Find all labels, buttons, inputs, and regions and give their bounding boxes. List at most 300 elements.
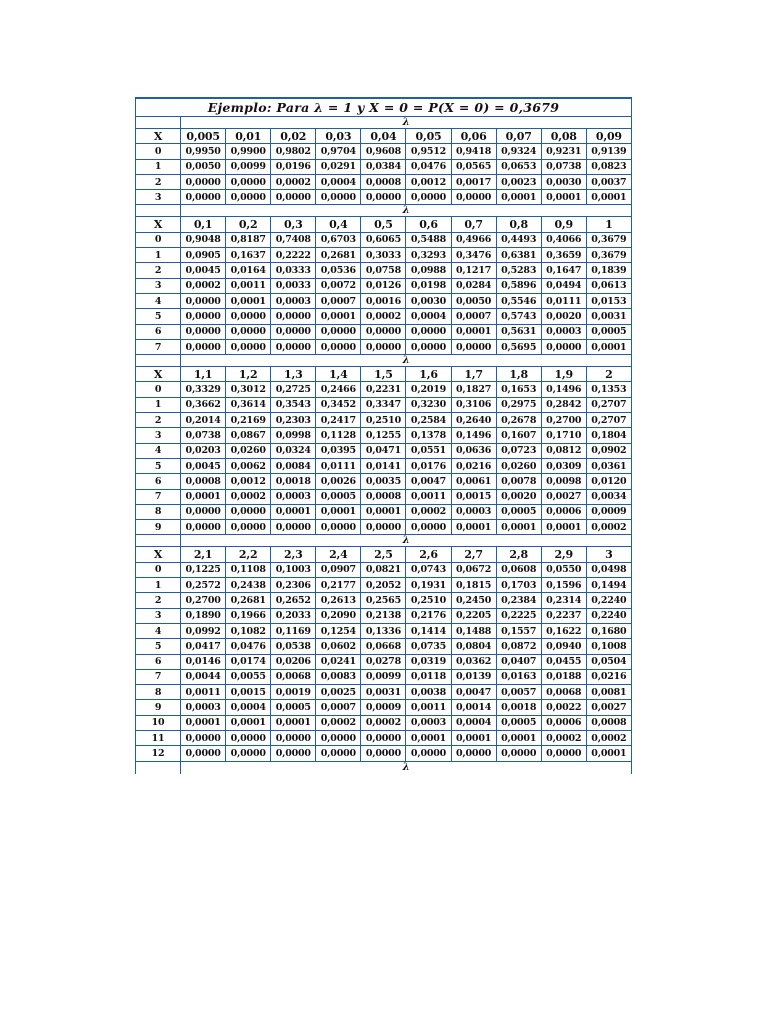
probability-cell: 0,0000	[361, 730, 406, 745]
table-row	[136, 578, 632, 593]
lambda-label-row	[136, 761, 632, 774]
lambda-value-header: 0,5	[361, 217, 406, 232]
probability-cell: 0,0000	[406, 324, 451, 339]
x-value: 5	[136, 639, 181, 654]
x-value: 6	[136, 654, 181, 669]
probability-cell: 0,0044	[181, 669, 226, 684]
table-row	[136, 458, 632, 473]
probability-cell: 0,0672	[451, 562, 496, 577]
probability-cell: 0,1703	[496, 578, 541, 593]
lambda-value-header: 0,3	[271, 217, 316, 232]
probability-cell: 0,0007	[316, 293, 361, 308]
lambda-value-header: 0,04	[361, 129, 406, 144]
probability-cell: 0,0260	[496, 458, 541, 473]
probability-cell: 0,0099	[361, 669, 406, 684]
probability-cell: 0,0001	[586, 190, 631, 205]
table-row	[136, 293, 632, 308]
table-row	[136, 700, 632, 715]
probability-cell: 0,0536	[316, 263, 361, 278]
probability-cell: 0,0006	[541, 504, 586, 519]
probability-cell: 0,0078	[496, 474, 541, 489]
probability-cell: 0,2138	[361, 608, 406, 623]
probability-cell: 0,0000	[226, 324, 271, 339]
probability-cell: 0,0278	[361, 654, 406, 669]
x-value: 5	[136, 458, 181, 473]
table-row	[136, 382, 632, 397]
probability-cell: 0,0009	[586, 504, 631, 519]
probability-cell: 0,1931	[406, 578, 451, 593]
x-value: 2	[136, 174, 181, 189]
probability-cell: 0,1488	[451, 623, 496, 638]
probability-cell: 0,0550	[541, 562, 586, 577]
probability-cell: 0,0176	[406, 458, 451, 473]
table-row	[136, 562, 632, 577]
probability-cell: 0,2090	[316, 608, 361, 623]
probability-cell: 0,0007	[316, 700, 361, 715]
probability-cell: 0,0020	[541, 309, 586, 324]
probability-cell: 0,1804	[586, 428, 631, 443]
poisson-table	[135, 97, 632, 774]
probability-cell: 0,0098	[541, 474, 586, 489]
probability-cell: 0,1353	[586, 382, 631, 397]
lambda-value-header: 2,8	[496, 547, 541, 562]
poisson-table-sheet	[135, 97, 632, 774]
lambda-value-header: 0,1	[181, 217, 226, 232]
probability-cell: 0,0319	[406, 654, 451, 669]
x-value: 7	[136, 339, 181, 354]
x-value: 6	[136, 324, 181, 339]
probability-cell: 0,0030	[406, 293, 451, 308]
probability-cell: 0,0037	[586, 174, 631, 189]
probability-cell: 0,0111	[541, 293, 586, 308]
probability-cell: 0,0004	[226, 700, 271, 715]
probability-cell: 0,0668	[361, 639, 406, 654]
probability-cell: 0,1254	[316, 623, 361, 638]
x-value: 11	[136, 730, 181, 745]
probability-cell: 0,0003	[271, 489, 316, 504]
probability-cell: 0,0001	[496, 190, 541, 205]
probability-cell: 0,9048	[181, 232, 226, 247]
probability-cell: 0,2725	[271, 382, 316, 397]
probability-cell: 0,0872	[496, 639, 541, 654]
x-value: 12	[136, 746, 181, 761]
probability-cell: 0,0072	[316, 278, 361, 293]
probability-cell: 0,1494	[586, 578, 631, 593]
probability-cell: 0,3679	[586, 248, 631, 263]
x-value: 4	[136, 443, 181, 458]
probability-cell: 0,0001	[451, 520, 496, 535]
probability-cell: 0,0504	[586, 654, 631, 669]
lambda-value-header: 0,4	[316, 217, 361, 232]
probability-cell: 0,0126	[361, 278, 406, 293]
probability-cell: 0,2052	[361, 578, 406, 593]
probability-cell: 0,0001	[271, 504, 316, 519]
probability-cell: 0,0198	[406, 278, 451, 293]
probability-cell: 0,0004	[406, 309, 451, 324]
probability-cell: 0,6703	[316, 232, 361, 247]
lambda-value-header: 2,4	[316, 547, 361, 562]
probability-cell: 0,3659	[541, 248, 586, 263]
x-value: 1	[136, 578, 181, 593]
probability-cell: 0,0188	[541, 669, 586, 684]
probability-cell: 0,0011	[406, 489, 451, 504]
probability-cell: 0,0002	[271, 174, 316, 189]
probability-cell: 0,0309	[541, 458, 586, 473]
probability-cell: 0,0000	[541, 746, 586, 761]
lambda-value-header: 0,07	[496, 129, 541, 144]
lambda-value-header: 2,1	[181, 547, 226, 562]
probability-cell: 0,0758	[361, 263, 406, 278]
probability-cell: 0,0025	[316, 685, 361, 700]
probability-cell: 0,2222	[271, 248, 316, 263]
probability-cell: 0,0000	[226, 730, 271, 745]
probability-cell: 0,0940	[541, 639, 586, 654]
probability-cell: 0,0196	[271, 159, 316, 174]
probability-cell: 0,0333	[271, 263, 316, 278]
probability-cell: 0,0007	[451, 309, 496, 324]
probability-cell: 0,1966	[226, 608, 271, 623]
probability-cell: 0,0902	[586, 443, 631, 458]
probability-cell: 0,1647	[541, 263, 586, 278]
probability-cell: 0,5743	[496, 309, 541, 324]
probability-cell: 0,0139	[451, 669, 496, 684]
probability-cell: 0,0006	[541, 715, 586, 730]
probability-cell: 0,0000	[181, 730, 226, 745]
probability-cell: 0,0001	[361, 504, 406, 519]
probability-cell: 0,9704	[316, 144, 361, 159]
probability-cell: 0,2584	[406, 413, 451, 428]
probability-cell: 0,0565	[451, 159, 496, 174]
probability-cell: 0,0738	[541, 159, 586, 174]
probability-cell: 0,0003	[271, 293, 316, 308]
table-row	[136, 715, 632, 730]
table-row	[136, 474, 632, 489]
probability-cell: 0,0000	[226, 309, 271, 324]
lambda-symbol: λ	[181, 535, 632, 547]
table-row	[136, 339, 632, 354]
x-value: 3	[136, 278, 181, 293]
probability-cell: 0,1128	[316, 428, 361, 443]
x-header: X	[136, 547, 181, 562]
probability-cell: 0,0001	[181, 489, 226, 504]
probability-cell: 0,2205	[451, 608, 496, 623]
probability-cell: 0,0030	[541, 174, 586, 189]
probability-cell: 0,0608	[496, 562, 541, 577]
probability-cell: 0,1557	[496, 623, 541, 638]
lambda-header-row	[136, 367, 632, 382]
probability-cell: 0,0988	[406, 263, 451, 278]
x-value: 1	[136, 159, 181, 174]
table-row	[136, 397, 632, 412]
probability-cell: 0,0031	[361, 685, 406, 700]
table-row	[136, 443, 632, 458]
lambda-header-row	[136, 129, 632, 144]
probability-cell: 0,0001	[496, 730, 541, 745]
probability-cell: 0,0005	[496, 504, 541, 519]
probability-cell: 0,0455	[541, 654, 586, 669]
probability-cell: 0,0001	[451, 324, 496, 339]
probability-cell: 0,3452	[316, 397, 361, 412]
probability-cell: 0,1008	[586, 639, 631, 654]
probability-cell: 0,3476	[451, 248, 496, 263]
x-value: 3	[136, 428, 181, 443]
probability-cell: 0,2678	[496, 413, 541, 428]
table-row	[136, 248, 632, 263]
probability-cell: 0,0538	[271, 639, 316, 654]
probability-cell: 0,0003	[451, 504, 496, 519]
table-row	[136, 413, 632, 428]
probability-cell: 0,1637	[226, 248, 271, 263]
probability-cell: 0,7408	[271, 232, 316, 247]
table-row	[136, 746, 632, 761]
probability-cell: 0,0000	[271, 309, 316, 324]
lambda-value-header: 2,9	[541, 547, 586, 562]
lambda-label-row	[136, 117, 632, 129]
probability-cell: 0,0324	[271, 443, 316, 458]
probability-cell: 0,0045	[181, 458, 226, 473]
lambda-value-header: 0,2	[226, 217, 271, 232]
lambda-value-header: 2,7	[451, 547, 496, 562]
probability-cell: 0,0000	[226, 174, 271, 189]
x-value: 0	[136, 144, 181, 159]
probability-cell: 0,2438	[226, 578, 271, 593]
probability-cell: 0,0000	[451, 746, 496, 761]
probability-cell: 0,0050	[451, 293, 496, 308]
x-value: 10	[136, 715, 181, 730]
probability-cell: 0,0738	[181, 428, 226, 443]
probability-cell: 0,0812	[541, 443, 586, 458]
probability-cell: 0,0033	[271, 278, 316, 293]
probability-cell: 0,0000	[361, 746, 406, 761]
probability-cell: 0,2572	[181, 578, 226, 593]
probability-cell: 0,9608	[361, 144, 406, 159]
probability-cell: 0,2681	[316, 248, 361, 263]
lambda-symbol: λ	[181, 761, 632, 774]
probability-cell: 0,1378	[406, 428, 451, 443]
x-value: 2	[136, 413, 181, 428]
probability-cell: 0,4966	[451, 232, 496, 247]
probability-cell: 0,3106	[451, 397, 496, 412]
x-value: 8	[136, 685, 181, 700]
probability-cell: 0,0163	[496, 669, 541, 684]
probability-cell: 0,0867	[226, 428, 271, 443]
probability-cell: 0,0001	[226, 293, 271, 308]
probability-cell: 0,3347	[361, 397, 406, 412]
probability-cell: 0,0000	[271, 520, 316, 535]
probability-cell: 0,1108	[226, 562, 271, 577]
probability-cell: 0,2177	[316, 578, 361, 593]
probability-cell: 0,4493	[496, 232, 541, 247]
x-header: X	[136, 129, 181, 144]
probability-cell: 0,0016	[361, 293, 406, 308]
lambda-symbol: λ	[181, 117, 632, 129]
x-value: 2	[136, 263, 181, 278]
probability-cell: 0,0000	[271, 190, 316, 205]
probability-cell: 0,1169	[271, 623, 316, 638]
probability-cell: 0,0008	[361, 489, 406, 504]
probability-cell: 0,0001	[316, 309, 361, 324]
probability-cell: 0,1496	[541, 382, 586, 397]
probability-cell: 0,0000	[181, 324, 226, 339]
lambda-header-row	[136, 547, 632, 562]
probability-cell: 0,1710	[541, 428, 586, 443]
x-value: 0	[136, 562, 181, 577]
probability-cell: 0,2681	[226, 593, 271, 608]
probability-cell: 0,0031	[586, 309, 631, 324]
table-row	[136, 669, 632, 684]
x-value: 1	[136, 397, 181, 412]
table-row	[136, 639, 632, 654]
lambda-header-row	[136, 217, 632, 232]
probability-cell: 0,0017	[451, 174, 496, 189]
probability-cell: 0,0164	[226, 263, 271, 278]
lambda-value-header: 1,2	[226, 367, 271, 382]
probability-cell: 0,0907	[316, 562, 361, 577]
probability-cell: 0,5488	[406, 232, 451, 247]
probability-cell: 0,0003	[541, 324, 586, 339]
probability-cell: 0,2176	[406, 608, 451, 623]
probability-cell: 0,0005	[496, 715, 541, 730]
probability-cell: 0,0000	[181, 746, 226, 761]
probability-cell: 0,0027	[541, 489, 586, 504]
probability-cell: 0,0735	[406, 639, 451, 654]
x-value: 0	[136, 382, 181, 397]
probability-cell: 0,2652	[271, 593, 316, 608]
probability-cell: 0,3012	[226, 382, 271, 397]
probability-cell: 0,0001	[406, 730, 451, 745]
probability-cell: 0,0000	[316, 324, 361, 339]
probability-cell: 0,2306	[271, 578, 316, 593]
probability-cell: 0,3679	[586, 232, 631, 247]
x-value: 2	[136, 593, 181, 608]
table-row	[136, 654, 632, 669]
probability-cell: 0,2450	[451, 593, 496, 608]
probability-cell: 0,5283	[496, 263, 541, 278]
probability-cell: 0,0055	[226, 669, 271, 684]
probability-cell: 0,0000	[361, 339, 406, 354]
probability-cell: 0,0068	[541, 685, 586, 700]
probability-cell: 0,2240	[586, 593, 631, 608]
probability-cell: 0,0000	[271, 339, 316, 354]
probability-cell: 0,9231	[541, 144, 586, 159]
table-row	[136, 489, 632, 504]
lambda-label-row	[136, 535, 632, 547]
lambda-value-header: 0,09	[586, 129, 631, 144]
lambda-value-header: 0,03	[316, 129, 361, 144]
probability-cell: 0,0120	[586, 474, 631, 489]
lambda-label-row	[136, 355, 632, 367]
probability-cell: 0,0001	[496, 520, 541, 535]
probability-cell: 0,2707	[586, 413, 631, 428]
probability-cell: 0,0081	[586, 685, 631, 700]
probability-cell: 0,0061	[451, 474, 496, 489]
lambda-value-header: 2,5	[361, 547, 406, 562]
probability-cell: 0,0001	[541, 190, 586, 205]
x-value: 4	[136, 293, 181, 308]
x-value: 8	[136, 504, 181, 519]
probability-cell: 0,1815	[451, 578, 496, 593]
lambda-value-header: 3	[586, 547, 631, 562]
probability-cell: 0,6065	[361, 232, 406, 247]
probability-cell: 0,2225	[496, 608, 541, 623]
table-row	[136, 190, 632, 205]
probability-cell: 0,2019	[406, 382, 451, 397]
probability-cell: 0,0494	[541, 278, 586, 293]
lambda-value-header: 0,05	[406, 129, 451, 144]
probability-cell: 0,0000	[181, 309, 226, 324]
probability-cell: 0,1496	[451, 428, 496, 443]
probability-cell: 0,1255	[361, 428, 406, 443]
probability-cell: 0,0011	[181, 685, 226, 700]
probability-cell: 0,0099	[226, 159, 271, 174]
probability-cell: 0,1622	[541, 623, 586, 638]
lambda-value-header: 0,02	[271, 129, 316, 144]
probability-cell: 0,9324	[496, 144, 541, 159]
probability-cell: 0,5546	[496, 293, 541, 308]
probability-cell: 0,2975	[496, 397, 541, 412]
probability-cell: 0,8187	[226, 232, 271, 247]
lambda-label-row	[136, 205, 632, 217]
lambda-symbol: λ	[181, 355, 632, 367]
probability-cell: 0,2700	[541, 413, 586, 428]
probability-cell: 0,0000	[226, 504, 271, 519]
probability-cell: 0,0012	[226, 474, 271, 489]
probability-cell: 0,0362	[451, 654, 496, 669]
probability-cell: 0,0001	[226, 715, 271, 730]
probability-cell: 0,0476	[226, 639, 271, 654]
x-value: 3	[136, 190, 181, 205]
table-row	[136, 623, 632, 638]
probability-cell: 0,0002	[586, 520, 631, 535]
lambda-value-header: 0,005	[181, 129, 226, 144]
x-value: 7	[136, 669, 181, 684]
probability-cell: 0,2303	[271, 413, 316, 428]
lambda-value-header: 0,9	[541, 217, 586, 232]
probability-cell: 0,0804	[451, 639, 496, 654]
table-row	[136, 144, 632, 159]
probability-cell: 0,0005	[271, 700, 316, 715]
probability-cell: 0,0023	[496, 174, 541, 189]
probability-cell: 0,0000	[451, 190, 496, 205]
probability-cell: 0,0000	[496, 746, 541, 761]
lambda-value-header: 1,5	[361, 367, 406, 382]
probability-cell: 0,0000	[316, 190, 361, 205]
probability-cell: 0,0002	[361, 309, 406, 324]
probability-cell: 0,0000	[271, 324, 316, 339]
lambda-value-header: 1,9	[541, 367, 586, 382]
probability-cell: 0,1890	[181, 608, 226, 623]
table-row	[136, 232, 632, 247]
probability-cell: 0,1680	[586, 623, 631, 638]
probability-cell: 0,0011	[226, 278, 271, 293]
probability-cell: 0,1082	[226, 623, 271, 638]
probability-cell: 0,0020	[496, 489, 541, 504]
probability-cell: 0,0723	[496, 443, 541, 458]
probability-cell: 0,2842	[541, 397, 586, 412]
probability-cell: 0,0146	[181, 654, 226, 669]
x-value: 1	[136, 248, 181, 263]
lambda-value-header: 2	[586, 367, 631, 382]
probability-cell: 0,2613	[316, 593, 361, 608]
table-row	[136, 263, 632, 278]
x-header: X	[136, 367, 181, 382]
probability-cell: 0,0008	[181, 474, 226, 489]
lambda-value-header: 1,6	[406, 367, 451, 382]
probability-cell: 0,2565	[361, 593, 406, 608]
probability-cell: 0,0141	[361, 458, 406, 473]
lambda-value-header: 1,3	[271, 367, 316, 382]
probability-cell: 0,0012	[406, 174, 451, 189]
